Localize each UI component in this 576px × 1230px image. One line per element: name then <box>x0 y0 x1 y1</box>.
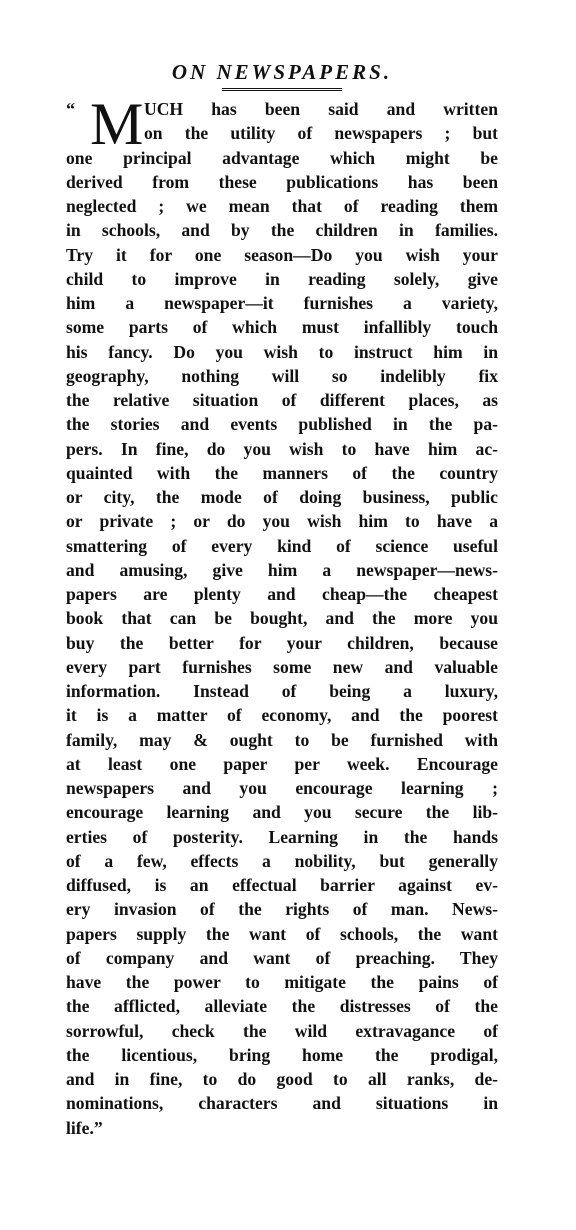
article-title: ON NEWSPAPERS. <box>171 60 393 84</box>
drop-cap: M <box>90 91 144 157</box>
text-line: pers. In fine, do you wish to have him ac- <box>66 438 498 459</box>
text-line: the stories and events published in the pa- <box>66 414 498 435</box>
text-line: life.” <box>66 1117 103 1138</box>
text-line: of a few, effects a nobility, but generally <box>66 850 498 871</box>
text-line: him a newspaper—it furnishes a variety, <box>66 293 498 313</box>
text-line: in schools, and by the children in families. <box>66 220 498 241</box>
text-line: UCH has been said and written <box>144 99 498 119</box>
text-line: and in fine, to do good to all ranks, de- <box>66 1069 498 1089</box>
text-line: on the utility of newspapers ; but <box>144 123 498 144</box>
text-line: erties of posterity. Learning in the hands <box>66 826 498 847</box>
article-body <box>66 91 498 1140</box>
text-line: every part furnishes some new and valuable <box>66 656 498 677</box>
text-line: papers are plenty and cheap—the cheapest <box>66 584 498 604</box>
text-line: at least one paper per week. Encourage <box>66 753 498 774</box>
text-line: book that can be bought, and the more you <box>66 608 498 629</box>
text-line: one principal advantage which might be <box>66 147 498 168</box>
text-line: newspapers and you encourage learning ; <box>66 778 498 798</box>
text-line: smattering of every kind of science useful <box>66 535 498 556</box>
text-line: buy the better for your children, because <box>66 632 498 653</box>
text-line: family, may & ought to be furnished with <box>66 729 498 750</box>
text-line: papers supply the want of schools, the want <box>66 923 498 944</box>
text-line: his fancy. Do you wish to instruct him in <box>66 341 498 362</box>
text-line: or private ; or do you wish him to have a <box>66 511 498 532</box>
text-line: child to improve in reading solely, give <box>66 268 498 289</box>
text-line: Try it for one season—Do you wish your <box>66 244 498 265</box>
text-line: neglected ; we mean that of reading them <box>66 196 498 216</box>
title-divider <box>222 88 342 93</box>
text-line: ery invasion of the rights of man. News- <box>66 899 498 920</box>
text-line: and amusing, give him a newspaper—news- <box>66 559 498 580</box>
text-line: diffused, is an effectual barrier against ev- <box>66 875 498 895</box>
text-line: the licentious, bring home the prodigal, <box>66 1044 498 1065</box>
text-line: sorrowful, check the wild extravagance of <box>66 1020 498 1041</box>
text-line: it is a matter of economy, and the poorest <box>66 705 498 726</box>
text-line: derived from these publications has been <box>66 171 498 192</box>
text-line: the afflicted, alleviate the distresses of the <box>66 996 498 1017</box>
text-line: geography, nothing will so indelibly fix <box>66 365 498 386</box>
text-line: information. Instead of being a luxury, <box>66 681 498 701</box>
newspaper-page <box>66 58 498 1140</box>
text-line: of company and want of preaching. They <box>66 947 498 968</box>
text-line: encourage learning and you secure the lib- <box>66 802 498 823</box>
text-line: quainted with the manners of the country <box>66 462 498 483</box>
opening-quote: “ <box>66 99 75 119</box>
text-line: some parts of which must infallibly touch <box>66 317 498 338</box>
text-line: the relative situation of different places, as <box>66 390 498 410</box>
text-line: have the power to mitigate the pains of <box>66 972 498 992</box>
text-line: nominations, characters and situations in <box>66 1093 498 1114</box>
text-line: or city, the mode of doing business, public <box>66 487 498 507</box>
